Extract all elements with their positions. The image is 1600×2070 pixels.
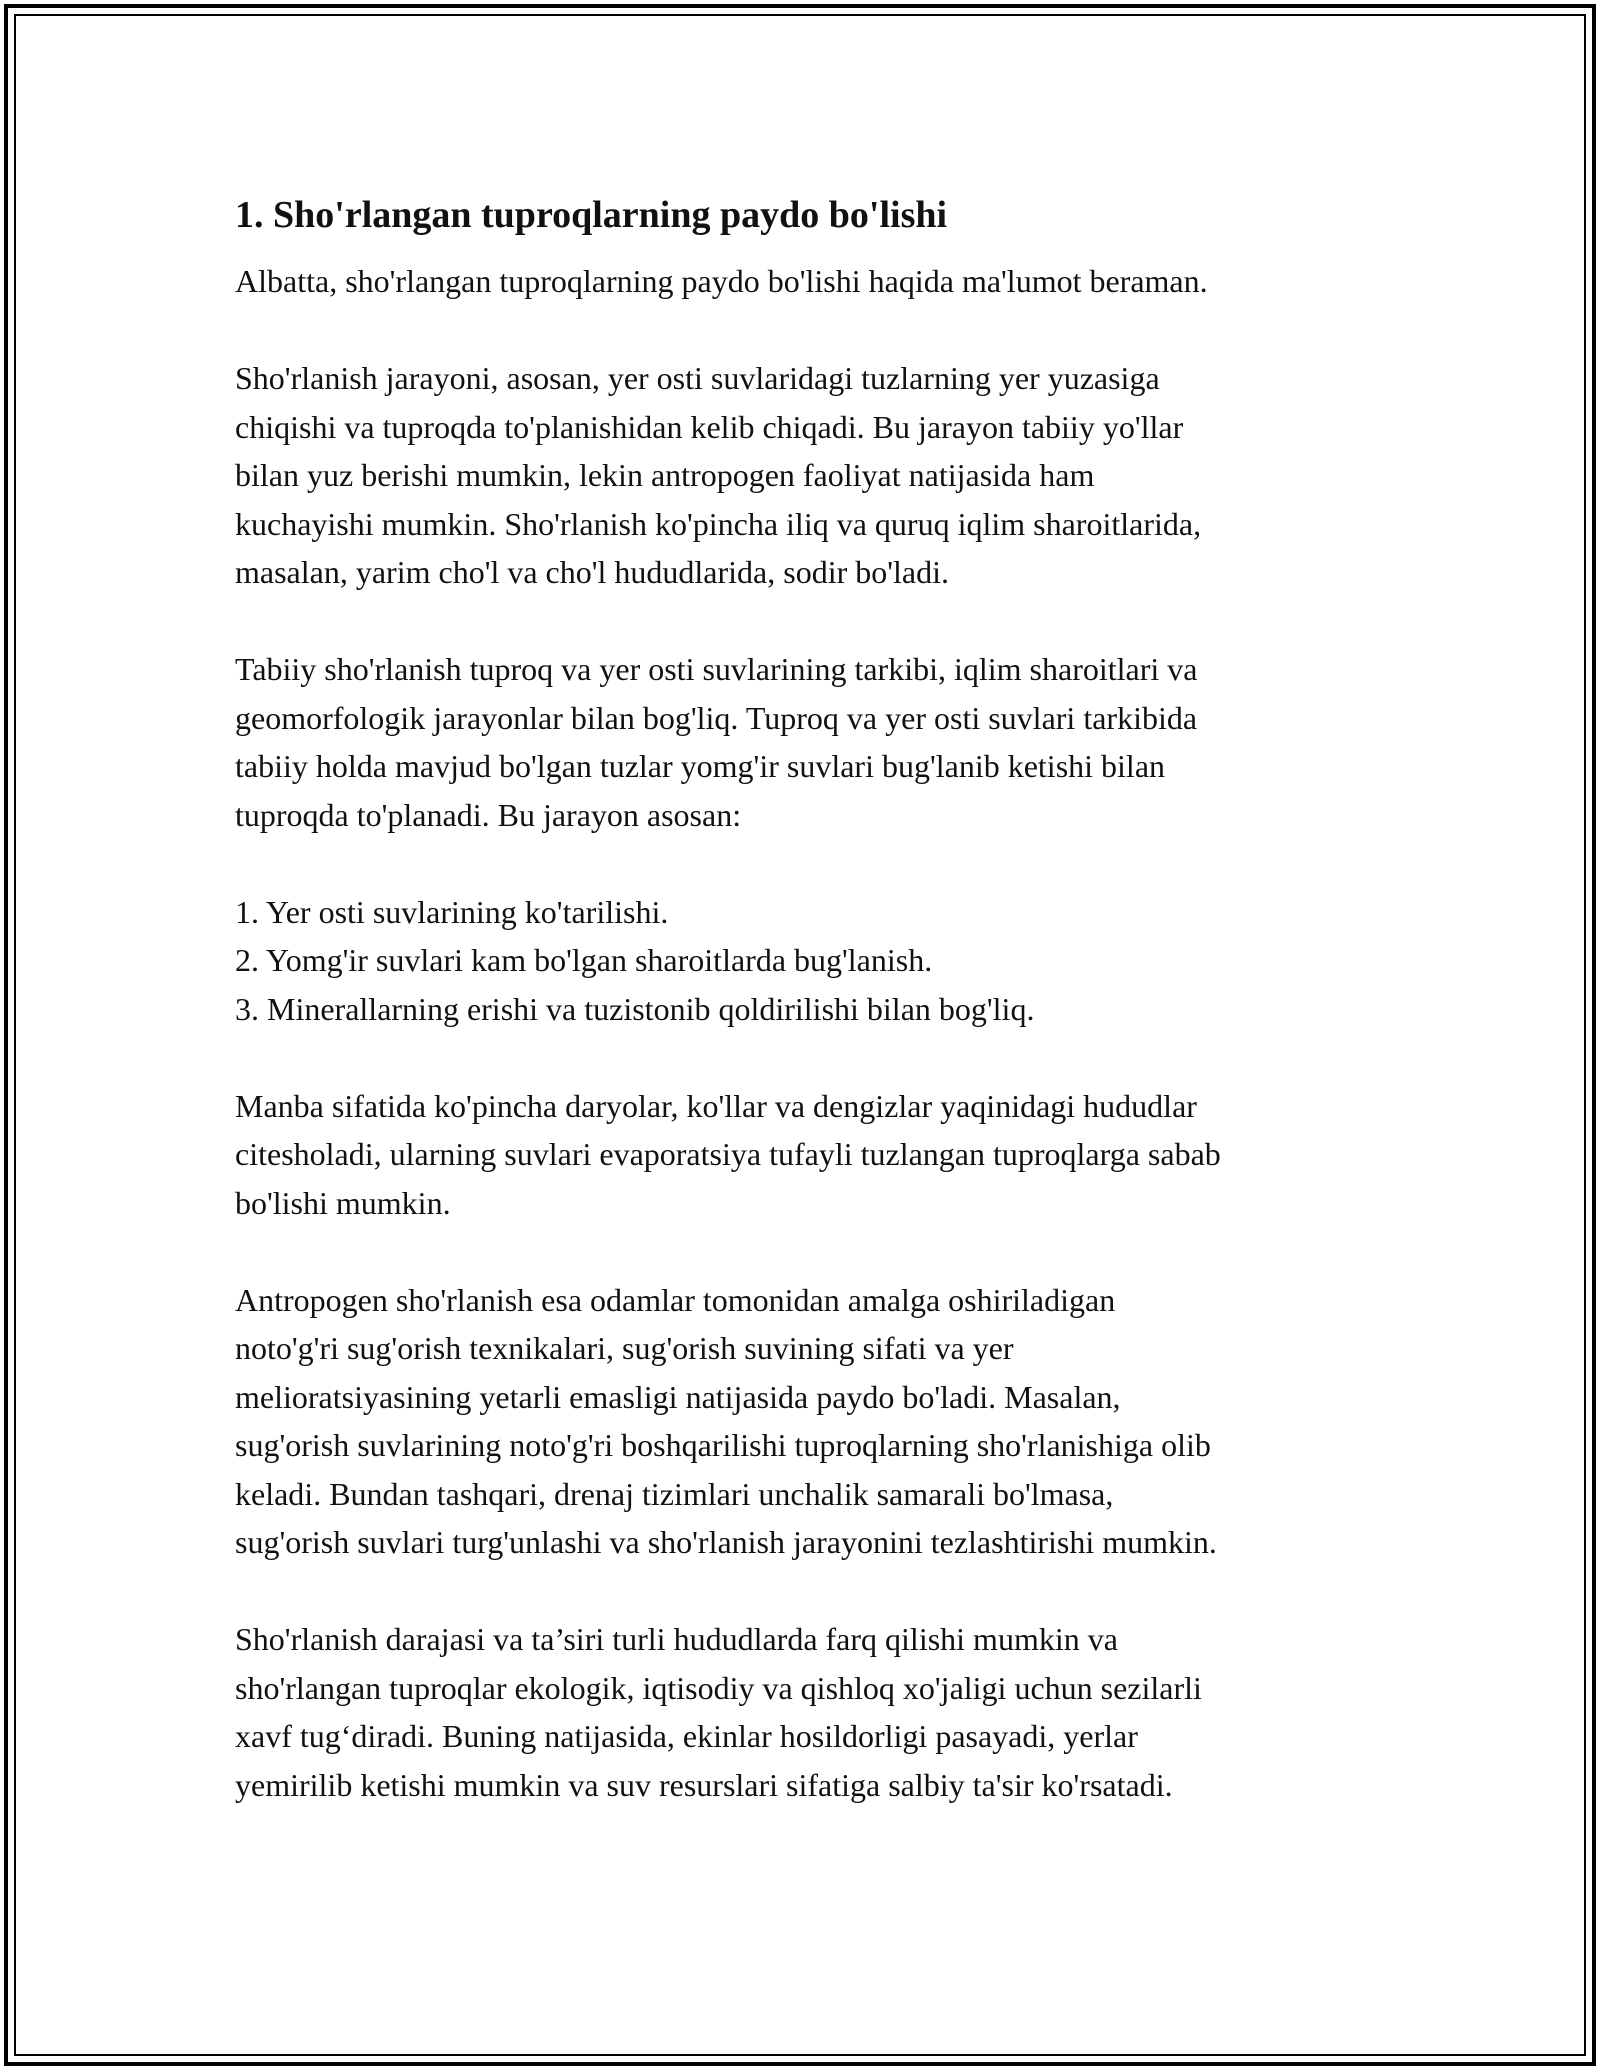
paragraph-natural-salinization [235,645,1395,839]
text-line: Antropogen sho'rlanish esa odamlar tomonidan amalga oshiriladigan [235,1281,1116,1318]
list-item: 2. Yomg'ir suvlari kam bo'lgan sharoitlarda bug'lanish. [235,942,933,978]
text-line: tabiiy holda mavjud bo'lgan tuzlar yomg'ir suvlari bug'lanib ketishi bilan [235,748,1166,784]
list-item: 3. Minerallarning erishi va tuzistonib qoldirilishi bilan bog'liq. [235,990,1035,1027]
paragraph-sources [235,1082,1395,1228]
text-line: citesholadi, ularning suvlari evaporatsiya tufayli tuzlangan tuproqlarga sabab [235,1136,1221,1172]
process-list [235,888,1395,1034]
text-line: melioratsiyasining yetarli emasligi natijasida paydo bo'ladi. Masalan, [235,1378,1121,1415]
text-line: Sho'rlanish darajasi va ta’siri turli hududlarda farq qilishi mumkin va [235,1621,1118,1657]
text-line: yemirilib ketishi mumkin va suv resurslari sifatiga salbiy ta'sir ko'rsatadi. [235,1766,1173,1803]
text-line: kuchayishi mumkin. Sho'rlanish ko'pincha iliq va quruq iqlim sharoitlarida, [235,505,1202,542]
text-line: Manba sifatida ko'pincha daryolar, ko'llar va dengizlar yaqinidagi hududlar [235,1087,1197,1124]
text-line: bo'lishi mumkin. [235,1184,451,1221]
text-line: Sho'rlanish jarayoni, asosan, yer osti suvlaridagi tuzlarning yer yuzasiga [235,360,1160,396]
paragraph-consequences [235,1615,1395,1809]
paragraph-anthropogenic-salinization [235,1276,1395,1567]
paragraph-salinization-process [235,354,1395,597]
intro-paragraph [235,257,1395,306]
text-line: xavf tug‘diradi. Buning natijasida, ekinlar hosildorligi pasayadi, yerlar [235,1718,1138,1754]
text-line: chiqishi va tuproqda to'planishidan kelib chiqadi. Bu jarayon tabiiy yo'llar [235,408,1184,445]
text-line: Tabiiy sho'rlanish tuproq va yer osti suvlarining tarkibi, iqlim sharoitlari va [235,651,1198,687]
list-item: 1. Yer osti suvlarining ko'tarilishi. [235,893,669,930]
document-heading: 1. Sho'rlangan tuproqlarning paydo bo'lishi [235,194,948,236]
text-line: sug'orish suvlari turg'unlashi va sho'rlanish jarayonini tezlashtirishi mumkin. [235,1524,1217,1560]
document-body [235,185,1395,1858]
text-line: keladi. Bundan tashqari, drenaj tizimlari unchalik samarali bo'lmasa, [235,1475,1114,1512]
text-line: geomorfologik jarayonlar bilan bog'liq. Tuproq va yer osti suvlari tarkibida [235,699,1198,736]
text-line: masalan, yarim cho'l va cho'l hududlarida, sodir bo'ladi. [235,554,949,590]
text-line: noto'g'ri sug'orish texnikalari, sug'orish suvining sifati va yer [235,1330,1014,1366]
text-line: tuproqda to'planadi. Bu jarayon asosan: [235,796,742,833]
text-line: bilan yuz berishi mumkin, lekin antropogen faoliyat natijasida ham [235,457,1095,493]
text-line: sho'rlangan tuproqlar ekologik, iqtisodiy va qishloq xo'jaligi uchun sezilarli [235,1669,1202,1706]
text-line: Albatta, sho'rlangan tuproqlarning paydo bo'lishi haqida ma'lumot beraman. [235,263,1208,299]
text-line: sug'orish suvlarining noto'g'ri boshqarilishi tuproqlarning sho'rlanishiga olib [235,1427,1211,1463]
